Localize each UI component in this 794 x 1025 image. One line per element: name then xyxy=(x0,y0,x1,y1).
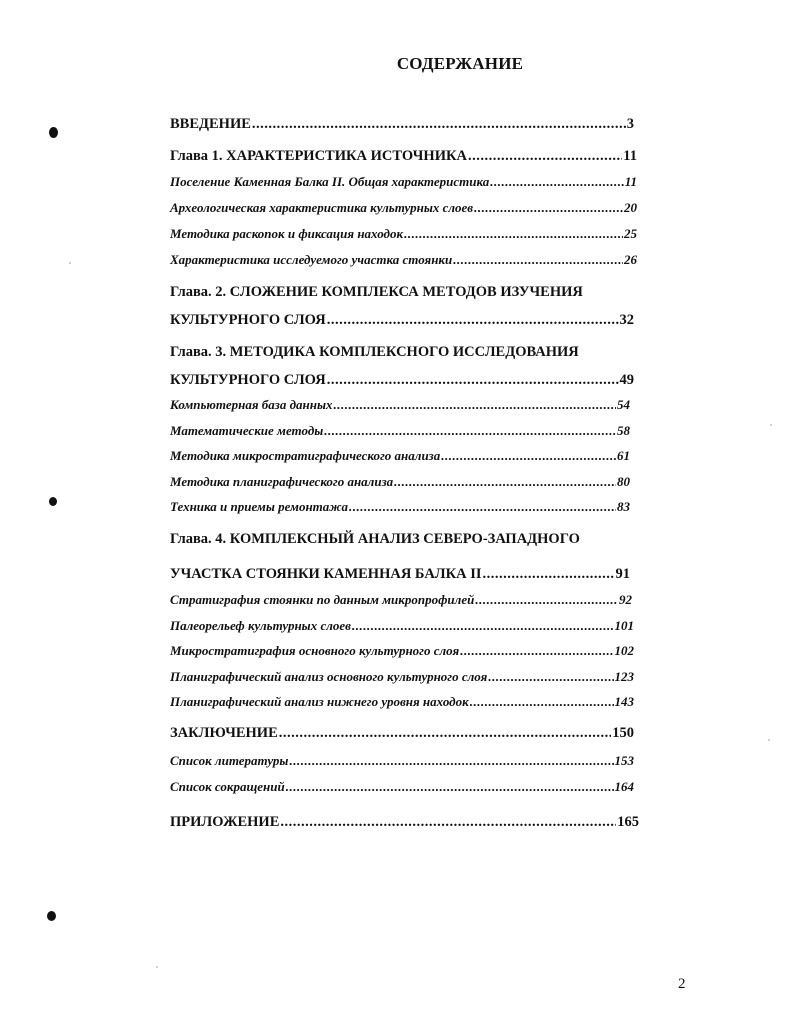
scan-speck xyxy=(156,966,158,968)
toc-entry-page: 150 xyxy=(612,725,634,741)
leader-dots xyxy=(252,114,626,134)
toc-entry-text: Техника и приемы ремонтажа xyxy=(170,499,348,514)
toc-entry-appendix xyxy=(170,812,639,832)
toc-entry-page: 25 xyxy=(624,226,637,241)
toc-entry-page: 26 xyxy=(624,252,637,267)
leader-dots xyxy=(441,446,616,466)
toc-entry-text: Список сокращений xyxy=(170,779,285,794)
leader-dots xyxy=(349,497,616,517)
leader-dots xyxy=(470,692,614,712)
toc-entry-chapter-2-heading: Глава. 2. СЛОЖЕНИЕ КОМПЛЕКСА МЕТОДОВ ИЗУЧЕНИЯ xyxy=(170,284,583,300)
leader-dots xyxy=(453,250,623,270)
toc-entry-section xyxy=(170,421,630,441)
toc-entry-section xyxy=(170,667,634,687)
leader-dots xyxy=(279,723,611,743)
toc-entry-text: Глава 1. ХАРАКТЕРИСТИКА ИСТОЧНИКА xyxy=(170,148,467,164)
toc-entry-page: 58 xyxy=(617,423,630,438)
leader-dots xyxy=(289,751,613,771)
toc-entry-page: 49 xyxy=(619,372,634,388)
toc-entry-page: 123 xyxy=(614,669,634,684)
toc-entry-chapter-4-heading: Глава. 4. КОМПЛЕКСНЫЙ АНАЛИЗ СЕВЕРО-ЗАПАДНОГО xyxy=(170,531,580,547)
toc-entry-page: 165 xyxy=(617,814,639,830)
page-title: СОДЕРЖАНИЕ xyxy=(396,54,524,73)
toc-entry-introduction xyxy=(170,114,634,134)
toc-entry-section xyxy=(170,395,630,415)
toc-entry-text: УЧАСТКА СТОЯНКИ КАМЕННАЯ БАЛКА II xyxy=(170,566,482,582)
leader-dots xyxy=(352,616,614,636)
scan-mark xyxy=(47,911,56,921)
leader-dots xyxy=(404,224,623,244)
toc-entry-chapter-3 xyxy=(170,370,634,390)
toc-entry-page: 54 xyxy=(617,397,630,412)
leader-dots xyxy=(490,172,623,192)
scan-mark xyxy=(49,127,58,138)
toc-entry-section xyxy=(170,198,637,218)
toc-entry-chapter-4 xyxy=(170,564,630,584)
toc-entry-text: Стратиграфия стоянки по данным микропрофилей xyxy=(170,592,475,607)
toc-entry-section xyxy=(170,172,637,192)
toc-entry-chapter-3-heading: Глава. 3. МЕТОДИКА КОМПЛЕКСНОГО ИССЛЕДОВАНИЯ xyxy=(170,344,579,360)
toc-entry-page: 153 xyxy=(614,753,634,768)
leader-dots xyxy=(394,472,616,492)
toc-entry-text: Поселение Каменная Балка II. Общая характеристика xyxy=(170,174,490,189)
toc-entry-section xyxy=(170,641,634,661)
toc-entry-section xyxy=(170,616,634,636)
toc-entry-page: 61 xyxy=(617,448,630,463)
scan-speck xyxy=(69,262,71,264)
toc-entry-text: ВВЕДЕНИЕ xyxy=(170,116,251,132)
toc-entry-text: Планиграфический анализ основного культурного слоя xyxy=(170,669,488,684)
toc-entry-text: Археологическая характеристика культурных слоев xyxy=(170,200,474,215)
toc-entry-page: 83 xyxy=(617,499,630,514)
toc-entry-text: Список литературы xyxy=(170,753,289,768)
toc-entry-section xyxy=(170,250,637,270)
toc-entry-section xyxy=(170,751,634,771)
toc-entry-section xyxy=(170,692,634,712)
toc-entry-text: Микростратиграфия основного культурного слоя xyxy=(170,643,460,658)
leader-dots xyxy=(475,590,618,610)
toc-entry-text: ПРИЛОЖЕНИЕ xyxy=(170,814,280,830)
toc-entry-section xyxy=(170,497,630,517)
toc-entry-section xyxy=(170,590,632,610)
page-number: 2 xyxy=(678,976,686,992)
toc-entry-text: КУЛЬТУРНОГО СЛОЯ xyxy=(170,372,326,388)
toc-entry-chapter-2 xyxy=(170,310,634,330)
toc-entry-text: Методика планиграфического анализа xyxy=(170,474,394,489)
toc-entry-page: 11 xyxy=(624,174,637,189)
toc-entry-page: 3 xyxy=(626,116,634,132)
toc-entry-text: Характеристика исследуемого участка стоянки xyxy=(170,252,453,267)
toc-entry-section xyxy=(170,777,634,797)
toc-entry-text: КУЛЬТУРНОГО СЛОЯ xyxy=(170,312,326,328)
leader-dots xyxy=(483,564,615,584)
leader-dots xyxy=(333,395,616,415)
toc-entry-chapter-1 xyxy=(170,146,637,166)
toc-entry-page: 91 xyxy=(615,566,630,582)
scan-speck xyxy=(770,424,772,426)
toc-entry-section xyxy=(170,472,630,492)
leader-dots xyxy=(324,421,616,441)
leader-dots xyxy=(488,667,613,687)
leader-dots xyxy=(280,812,616,832)
toc-entry-section xyxy=(170,224,637,244)
toc-entry-text: Методика микростратиграфического анализа xyxy=(170,448,441,463)
toc-entry-text: Методика раскопок и фиксация находок xyxy=(170,226,404,241)
toc-entry-page: 101 xyxy=(614,618,634,633)
scan-speck xyxy=(768,739,770,741)
toc-entry-page: 32 xyxy=(619,312,634,328)
toc-entry-conclusion xyxy=(170,723,634,743)
toc-entry-page: 143 xyxy=(614,694,634,709)
leader-dots xyxy=(460,641,613,661)
toc-entry-text: Планиграфический анализ нижнего уровня находок xyxy=(170,694,469,709)
scan-mark xyxy=(49,497,57,506)
toc-entry-text: Математические методы xyxy=(170,423,324,438)
leader-dots xyxy=(468,146,622,166)
toc-entry-page: 92 xyxy=(619,592,632,607)
toc-entry-text: Палеорельеф культурных слоев xyxy=(170,618,351,633)
toc-entry-page: 102 xyxy=(614,643,634,658)
toc-entry-page: 20 xyxy=(624,200,637,215)
toc-entry-page: 164 xyxy=(614,779,634,794)
leader-dots xyxy=(327,310,619,330)
toc-entry-section xyxy=(170,446,630,466)
leader-dots xyxy=(286,777,614,797)
leader-dots xyxy=(327,370,619,390)
toc-entry-page: 80 xyxy=(617,474,630,489)
toc-entry-page: 11 xyxy=(623,148,637,164)
toc-entry-text: ЗАКЛЮЧЕНИЕ xyxy=(170,725,278,741)
leader-dots xyxy=(474,198,623,218)
toc-entry-text: Компьютерная база данных xyxy=(170,397,333,412)
